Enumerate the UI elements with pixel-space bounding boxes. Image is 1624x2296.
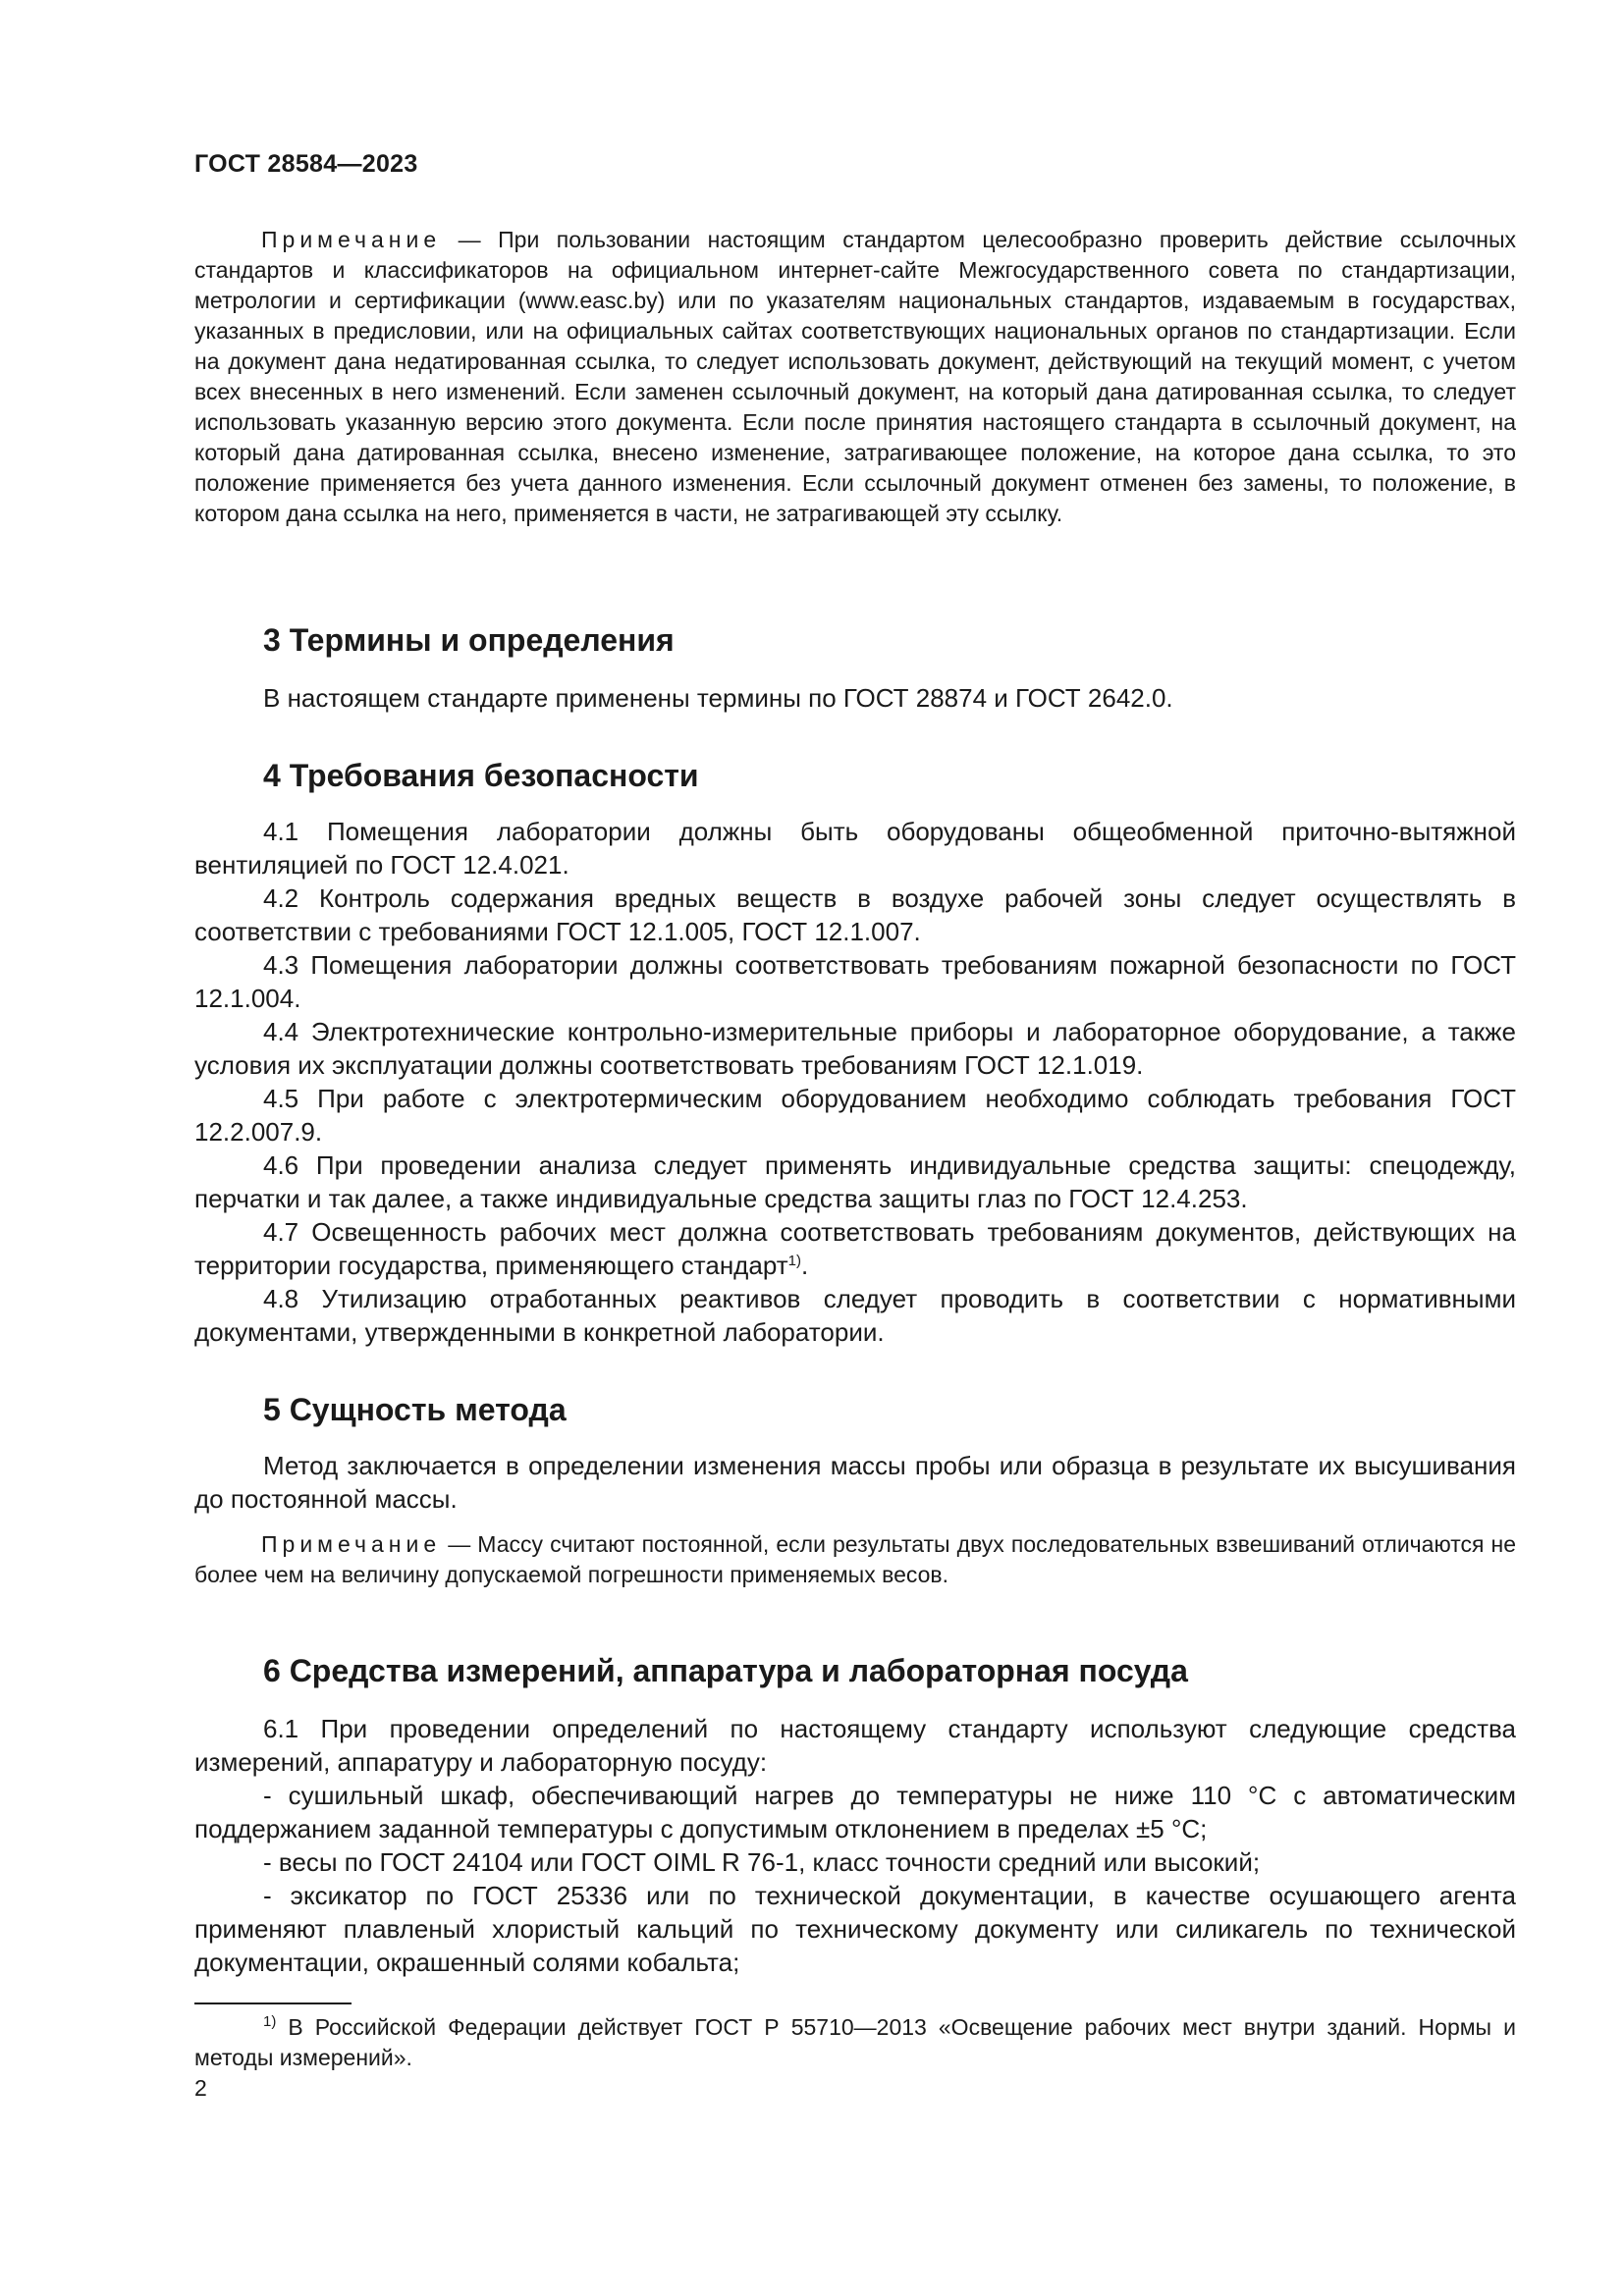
list-item-drying-cabinet: - сушильный шкаф, обеспечивающий нагрев до температуры не ниже 110 °С с автоматическим поддержанием заданной температуры с допустимым отклонением в пределах ±5 °С; — [194, 1781, 1516, 1843]
section-5-body — [194, 1449, 1516, 1516]
clause-4-1: 4.1 Помещения лаборатории должны быть оборудованы общеобменной приточно-вытяжной вентиляцией по ГОСТ 12.4.021. — [194, 817, 1516, 880]
section-3-heading: 3 Термины и определения — [263, 622, 675, 658]
section-5-note-paragraph — [194, 1529, 1516, 1590]
footnote-ref: 1) — [787, 1253, 801, 1269]
note-label: Примечание — [261, 1531, 442, 1557]
reference-note — [194, 225, 1516, 529]
footnote-separator — [194, 2002, 352, 2004]
note-label: Примечание — [261, 227, 442, 252]
reference-note-paragraph — [194, 225, 1516, 529]
list-item-desiccator: - эксикатор по ГОСТ 25336 или по технической документации, в качестве осушающего агента применяют плавленый хлористый кальций по техническому документу или силикагель по технической документации, окрашенный солями кобальта; — [194, 1881, 1516, 1977]
footnote — [194, 2012, 1516, 2073]
document-header: ГОСТ 28584—2023 — [194, 150, 418, 178]
clause-4-6: 4.6 При проведении анализа следует применять индивидуальные средства защиты: спецодежду, перчатки и так далее, а также индивидуальные средства защиты глаз по ГОСТ 12.4.253. — [194, 1150, 1516, 1213]
clause-4-2: 4.2 Контроль содержания вредных веществ в воздухе рабочей зоны следует осуществлять в соответствии с требованиями ГОСТ 12.1.005, ГОСТ 12.1.007. — [194, 883, 1516, 946]
section-3-text: В настоящем стандарте применены термины по ГОСТ 28874 и ГОСТ 2642.0. — [263, 683, 1173, 713]
document-page — [194, 0, 1516, 2296]
section-3-body — [194, 681, 1516, 715]
section-6-body — [194, 1712, 1516, 1979]
section-5-heading: 5 Сущность метода — [263, 1392, 567, 1427]
clause-4-8: 4.8 Утилизацию отработанных реактивов следует проводить в соответствии с нормативными документами, утвержденными в конкретной лаборатории. — [194, 1284, 1516, 1347]
footnote-paragraph — [194, 2012, 1516, 2073]
note-text: — Массу считают постоянной, если результаты двух последовательных взвешиваний отличаются не более чем на величину допускаемой погрешности применяемых весов. — [194, 1531, 1516, 1587]
list-item-scales: - весы по ГОСТ 24104 или ГОСТ OIML R 76-1, класс точности средний или высокий; — [263, 1847, 1261, 1877]
footnote-marker: 1) — [263, 2013, 277, 2030]
note-text: — При пользовании настоящим стандартом целесообразно проверить действие ссылочных стандартов и классификаторов на официальном интернет-сайте Межгосударственного совета по стандартизации, метрологии и сертификации (www.easc.by) или по указателям национальных стандартов, издаваемым в государствах, указанных в предисловии, или на официальных сайтах соответствующих национальных органов по стандартизации. Если на документ дана недатированная ссылка, то следует использовать документ, действующий на текущий момент, с учетом всех внесенных в него изменений. Если заменен ссылочный документ, на который дана датированная ссылка, то следует использовать указанную версию этого документа. Если после принятия настоящего стандарта в ссылочный документ, на который дана датированная ссылка, внесено изменение, затрагивающее положение, на которое дана ссылка, то это положение применяется без учета данного изменения. Если ссылочный документ отменен без замены, то положение, в котором дана ссылка на него, применяется в части, не затрагивающей эту ссылку. — [194, 227, 1516, 526]
clause-4-4: 4.4 Электротехнические контрольно-измерительные приборы и лабораторное оборудование, а также условия их эксплуатации должны соответствовать требованиям ГОСТ 12.1.019. — [194, 1017, 1516, 1080]
section-5-note — [194, 1529, 1516, 1590]
section-6-heading: 6 Средства измерений, аппаратура и лабораторная посуда — [263, 1653, 1188, 1688]
footnote-text: В Российской Федерации действует ГОСТ Р 55710—2013 «Освещение рабочих мест внутри зданий. Нормы и методы измерений». — [194, 2014, 1516, 2070]
section-5-text: Метод заключается в определении изменения массы пробы или образца в результате их высушивания до постоянной массы. — [194, 1451, 1516, 1514]
clause-4-3: 4.3 Помещения лаборатории должны соответствовать требованиям пожарной безопасности по ГОСТ 12.1.004. — [194, 950, 1516, 1013]
clause-4-7 — [194, 1215, 1516, 1282]
clause-4-7-end: . — [800, 1251, 809, 1280]
page-number: 2 — [194, 2075, 207, 2101]
clause-4-7-text: 4.7 Освещенность рабочих мест должна соответствовать требованиям документов, действующих на территории государства, применяющего стандарт — [194, 1217, 1516, 1280]
clause-4-5: 4.5 При работе с электротермическим оборудованием необходимо соблюдать требования ГОСТ 12.2.007.9. — [194, 1084, 1516, 1147]
section-4-heading: 4 Требования безопасности — [263, 758, 699, 793]
section-4-body — [194, 815, 1516, 1349]
clause-6-1: 6.1 При проведении определений по настоящему стандарту используют следующие средства измерений, аппаратуру и лабораторную посуду: — [194, 1714, 1516, 1777]
